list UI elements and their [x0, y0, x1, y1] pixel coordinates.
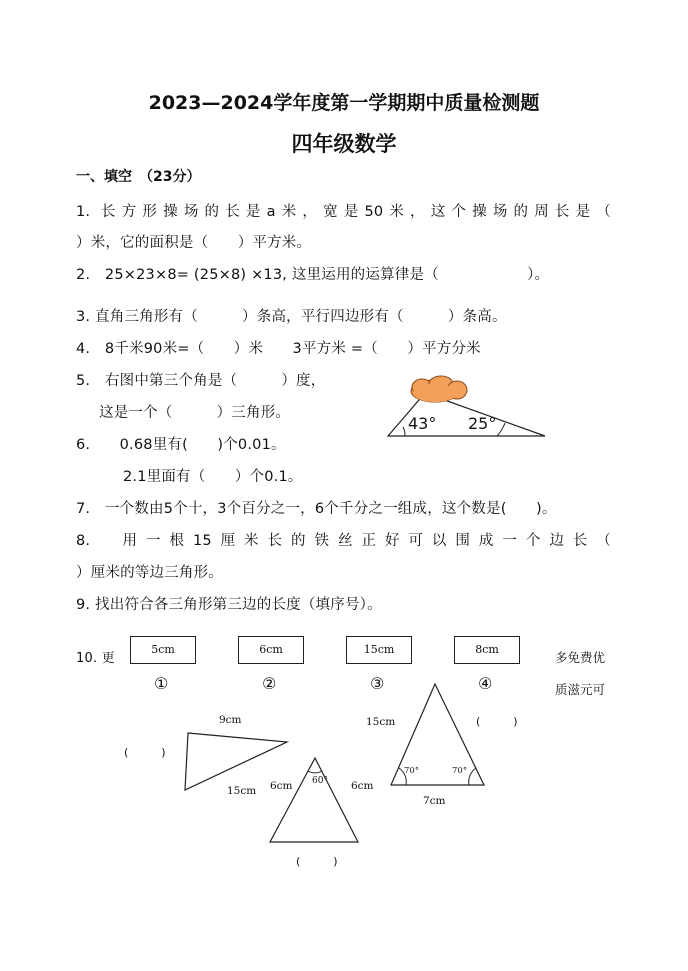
exam-title: 2023—2024学年度第一学期期中质量检测题 [148, 92, 540, 114]
question-5-line-1: 5. 右图中第三个角是（ ）度， [76, 373, 326, 389]
q5-angle-a: 43° [408, 414, 437, 433]
option-box-3: 15cm [346, 636, 412, 664]
triangle-3 [388, 682, 488, 788]
question-2: 2. 25×23×8= (25×8) ×13, 这里运用的运算律是（ ）。 [76, 267, 550, 283]
triangle-1-bottom-side: 15cm [227, 785, 257, 797]
q5-angle-arc-left [403, 427, 405, 436]
option-number-3: ③ [370, 674, 385, 693]
triangle-2-left-side: 6cm [270, 780, 293, 792]
question-7: 7. 一个数由5个十，3个百分之一，6个千分之一组成，这个数是( )。 [76, 501, 557, 517]
side-note-line-1: 多免费优 [555, 650, 606, 665]
q5-triangle-figure [385, 375, 555, 445]
option-box-2: 6cm [238, 636, 304, 664]
question-4: 4. 8千米90米=（ ）米 3平方米 =（ ）平方分米 [76, 341, 481, 357]
question-1-line-1: 1. 长方形操场的长是a米，宽是50米，这个操场的周长是（ [76, 204, 611, 220]
option-number-4: ④ [478, 674, 493, 693]
triangle-3-answer-blank: ( ) [476, 715, 518, 728]
option-box-4: 8cm [454, 636, 520, 664]
question-10-prefix: 10. 更 [76, 651, 115, 666]
question-8-line-1: 8. 用一根15厘米长的铁丝正好可以围成一个边长（ [76, 533, 611, 549]
question-1-line-2: ）米，它的面积是（ ）平方米。 [76, 235, 312, 251]
option-number-2: ② [262, 674, 277, 693]
question-3: 3. 直角三角形有（ ）条高，平行四边形有（ ）条高。 [76, 309, 507, 325]
triangle-1-top-side: 9cm [219, 714, 242, 726]
triangle-2-apex-angle: 60° [312, 776, 328, 786]
triangle-3-right-angle: 70° [452, 766, 468, 776]
triangle-1-answer-blank: ( ) [124, 746, 166, 759]
question-6-line-2: 2.1里面有（ ）个0.1。 [123, 469, 303, 485]
option-box-1: 5cm [130, 636, 196, 664]
question-6-line-1: 6. 0.68里有( )个0.01。 [76, 437, 286, 453]
triangle-3-left-side: 15cm [366, 716, 396, 728]
question-9: 9. 找出符合各三角形第三边的长度（填序号）。 [76, 597, 382, 613]
section-heading: 一、填空 （23分） [76, 169, 201, 185]
question-5-line-2: 这是一个（ ）三角形。 [99, 405, 291, 421]
question-8-line-2: ）厘米的等边三角形。 [76, 565, 223, 581]
side-note-line-2: 质滋元可 [555, 682, 606, 697]
exam-subtitle: 四年级数学 [291, 132, 397, 156]
option-number-1: ① [154, 674, 169, 693]
triangle-2 [268, 756, 360, 844]
triangle-2-right-side: 6cm [351, 780, 374, 792]
triangle-2-answer-blank: ( ) [296, 855, 338, 868]
triangle-3-left-angle: 70° [404, 766, 420, 776]
triangle-3-base: 7cm [423, 795, 446, 807]
q5-angle-arc-right [497, 423, 505, 436]
q5-angle-b: 25° [468, 414, 497, 433]
cloud-icon [411, 376, 467, 402]
